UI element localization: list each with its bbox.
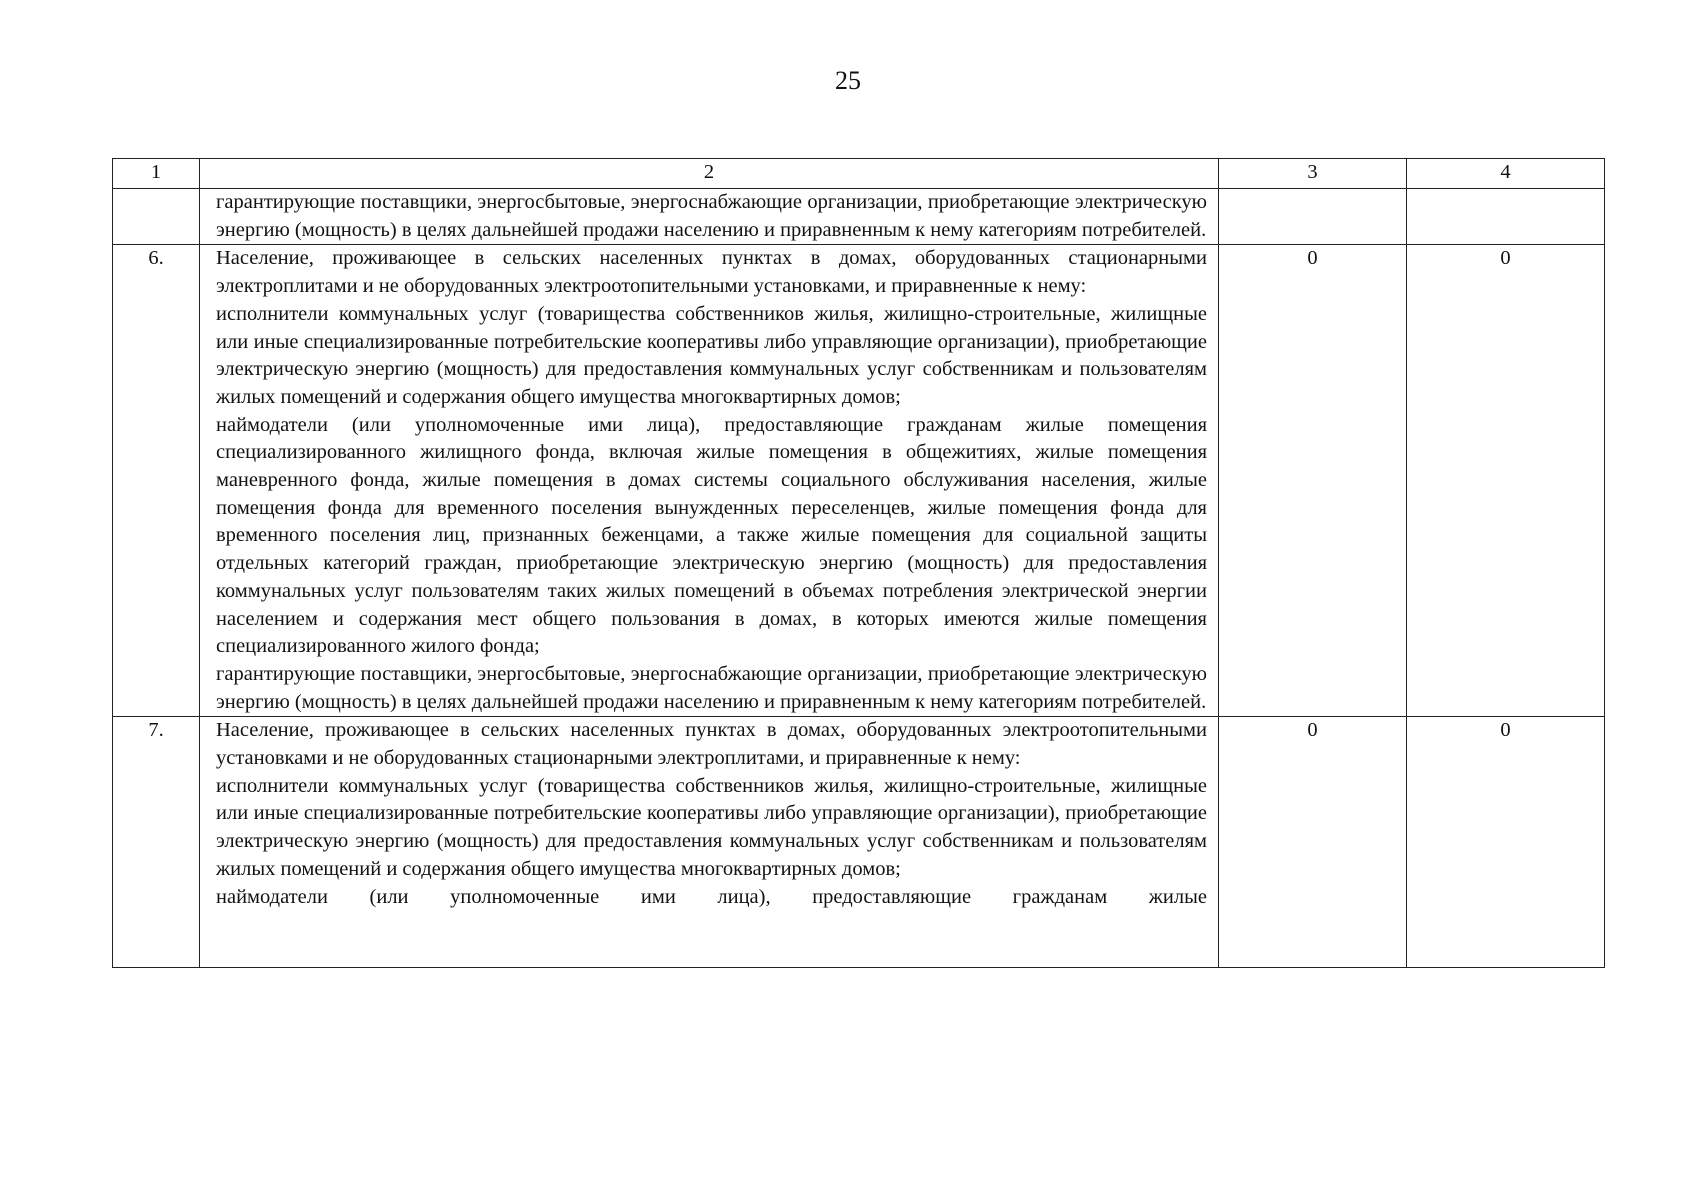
column-header-4: 4	[1407, 159, 1605, 189]
column-header-1: 1	[113, 159, 200, 189]
description-paragraph: наймодатели (или уполномоченные ими лица), предоставляющие гражданам жилые	[216, 885, 1207, 908]
row-value-col4: 0	[1407, 245, 1605, 717]
table-row	[113, 717, 1605, 968]
column-header-3: 3	[1219, 159, 1407, 189]
page-number: 25	[835, 66, 861, 95]
row-value-col3: 0	[1219, 245, 1407, 717]
row-value-col3: 0	[1219, 717, 1407, 968]
description-paragraph: исполнители коммунальных услуг (товарищества собственников жилья, жилищно-строительные, жилищные или иные специализированные потребительские кооперативы либо управляющие организации), приобретающие электрическую энергию (мощность) для предоставления коммунальных услуг собственникам и пользователям жилых помещений и содержания общего имущества многоквартирных домов;	[216, 302, 1207, 408]
row-number	[113, 189, 200, 245]
table-row	[113, 189, 1605, 245]
table-row	[113, 245, 1605, 717]
description-paragraph: наймодатели (или уполномоченные ими лица), предоставляющие гражданам жилые помещения специализированного жилищного фонда, включая жилые помещения в общежитиях, жилые помещения маневренного фонда, жилые помещения в домах системы социального обслуживания населения, жилые помещения фонда для временного поселения вынужденных переселенцев, жилые помещения фонда для временного поселения лиц, признанных беженцами, а также жилые помещения для социальной защиты отдельных категорий граждан, приобретающие электрическую энергию (мощность) для предоставления коммунальных услуг пользователям таких жилых помещений в объемах потребления электрической энергии населением и содержания мест общего пользования в домах, в которых имеются жилые помещения специализированного жилого фонда;	[216, 413, 1207, 658]
row-description	[200, 245, 1219, 717]
tariff-table	[112, 158, 1605, 968]
description-paragraph: гарантирующие поставщики, энергосбытовые, энергоснабжающие организации, приобретающие электрическую энергию (мощность) в целях дальнейшей продажи населению и приравненным к нему категориям потребителей.	[216, 662, 1207, 713]
description-paragraph: Население, проживающее в сельских населенных пунктах в домах, оборудованных электроотопительными установками и не оборудованных стационарными электроплитами, и приравненные к нему:	[216, 719, 1207, 770]
row-number: 7.	[113, 717, 200, 968]
table-header-row	[113, 159, 1605, 189]
row-description	[200, 189, 1219, 245]
description-paragraph: исполнители коммунальных услуг (товарищества собственников жилья, жилищно-строительные, жилищные или иные специализированные потребительские кооперативы либо управляющие организации), приобретающие электрическую энергию (мощность) для предоставления коммунальных услуг собственникам и пользователям жилых помещений и содержания общего имущества многоквартирных домов;	[216, 774, 1207, 880]
description-paragraph: Население, проживающее в сельских населенных пунктах в домах, оборудованных стационарными электроплитами и не оборудованных электроотопительными установками, и приравненные к нему:	[216, 247, 1207, 298]
column-header-2: 2	[200, 159, 1219, 189]
row-value-col4: 0	[1407, 717, 1605, 968]
description-paragraph: гарантирующие поставщики, энергосбытовые, энергоснабжающие организации, приобретающие электрическую энергию (мощность) в целях дальнейшей продажи населению и приравненным к нему категориям потребителей.	[216, 191, 1207, 241]
row-number: 6.	[113, 245, 200, 717]
row-value-col3	[1219, 189, 1407, 245]
row-value-col4	[1407, 189, 1605, 245]
row-description	[200, 717, 1219, 968]
